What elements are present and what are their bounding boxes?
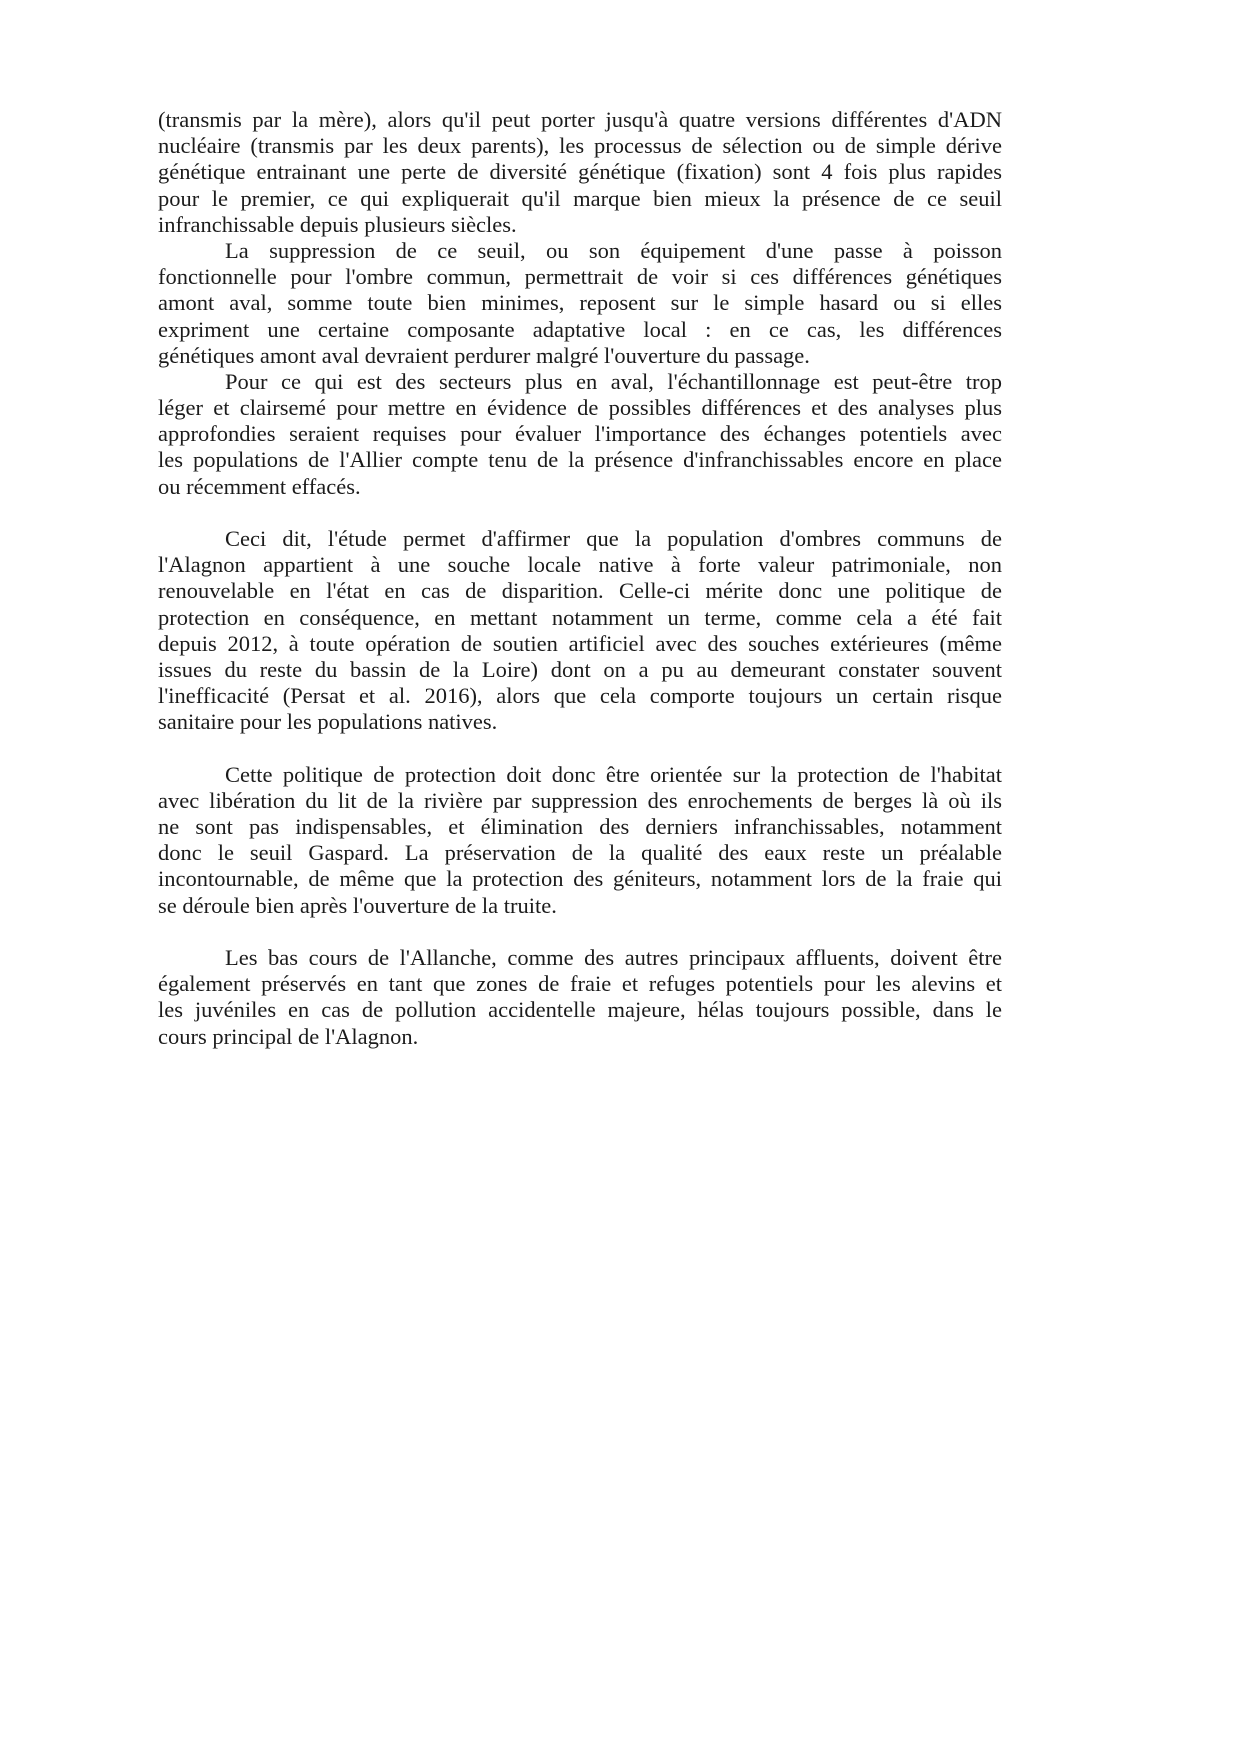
text-line: génétiques amont aval devraient perdurer malgré l'ouverture du passage. — [158, 342, 810, 368]
paragraph-gap — [158, 500, 1002, 526]
text-line: l'Alagnon appartient à une souche locale native à forte valeur patrimoniale, non — [158, 552, 1002, 578]
text-line: sanitaire pour les populations natives. — [158, 709, 498, 735]
paragraph — [158, 762, 1002, 919]
text-line: également préservés en tant que zones de fraie et refuges potentiels pour les alevins et — [158, 971, 1002, 997]
text-line: Pour ce qui est des secteurs plus en aval, l'échantillonnage est peut-être trop — [225, 368, 1002, 394]
text-line: les juvéniles en cas de pollution accidentelle majeure, hélas toujours possible, dans le — [158, 997, 1002, 1023]
paragraph-gap — [158, 919, 1002, 945]
paragraph — [158, 369, 1002, 500]
text-line: renouvelable en l'état en cas de disparition. Celle-ci mérite donc une politique de — [158, 578, 1002, 604]
text-line: infranchissable depuis plusieurs siècles. — [158, 211, 517, 237]
text-line: cours principal de l'Alagnon. — [158, 1023, 419, 1049]
text-line: issues du reste du bassin de la Loire) dont on a pu au demeurant constater souvent — [158, 656, 1002, 682]
text-line: Cette politique de protection doit donc être orientée sur la protection de l'habitat — [225, 761, 1002, 787]
paragraph — [158, 107, 1002, 238]
text-line: depuis 2012, à toute opération de soutien artificiel avec des souches extérieures (même — [158, 630, 1002, 656]
text-line: pour le premier, ce qui expliquerait qu'il marque bien mieux la présence de ce seuil — [158, 185, 1002, 211]
text-line: ou récemment effacés. — [158, 473, 361, 499]
text-line: ne sont pas indispensables, et élimination des derniers infranchissables, notamment — [158, 814, 1002, 840]
text-line: (transmis par la mère), alors qu'il peut porter jusqu'à quatre versions différentes d'ADN — [158, 107, 1002, 132]
text-line: Les bas cours de l'Allanche, comme des autres principaux affluents, doivent être — [225, 945, 1002, 970]
text-line: avec libération du lit de la rivière par suppression des enrochements de berges là où ils — [158, 787, 1002, 813]
text-line: approfondies seraient requises pour évaluer l'importance des échanges potentiels avec — [158, 421, 1002, 447]
text-line: léger et clairsemé pour mettre en évidence de possibles différences et des analyses plus — [158, 395, 1002, 421]
text-line: protection en conséquence, en mettant notamment un terme, comme cela a été fait — [158, 604, 1002, 630]
text-line: les populations de l'Allier compte tenu de la présence d'infranchissables encore en place — [158, 447, 1002, 473]
text-line: nucléaire (transmis par les deux parents), les processus de sélection ou de simple dérive — [158, 133, 1002, 159]
text-line: donc le seuil Gaspard. La préservation de la qualité des eaux reste un préalable — [158, 840, 1002, 866]
paragraph — [158, 526, 1002, 736]
text-line: La suppression de ce seuil, ou son équipement d'une passe à poisson — [225, 237, 1002, 263]
text-line: se déroule bien après l'ouverture de la truite. — [158, 892, 557, 918]
text-line: incontournable, de même que la protection des géniteurs, notamment lors de la fraie qui — [158, 866, 1002, 892]
paragraph — [158, 238, 1002, 369]
text-line: amont aval, somme toute bien minimes, reposent sur le simple hasard ou si elles — [158, 290, 1002, 316]
text-line: génétique entrainant une perte de diversité génétique (fixation) sont 4 fois plus rapides — [158, 159, 1002, 185]
text-line: Ceci dit, l'étude permet d'affirmer que la population d'ombres communs de — [225, 526, 1002, 551]
text-line: expriment une certaine composante adaptative local : en ce cas, les différences — [158, 316, 1002, 342]
text-line: fonctionnelle pour l'ombre commun, permettrait de voir si ces différences génétiques — [158, 264, 1002, 290]
paragraph-gap — [158, 736, 1002, 762]
body-text — [158, 107, 1002, 1050]
text-line: l'inefficacité (Persat et al. 2016), alors que cela comporte toujours un certain risque — [158, 683, 1002, 709]
paragraph — [158, 945, 1002, 1050]
